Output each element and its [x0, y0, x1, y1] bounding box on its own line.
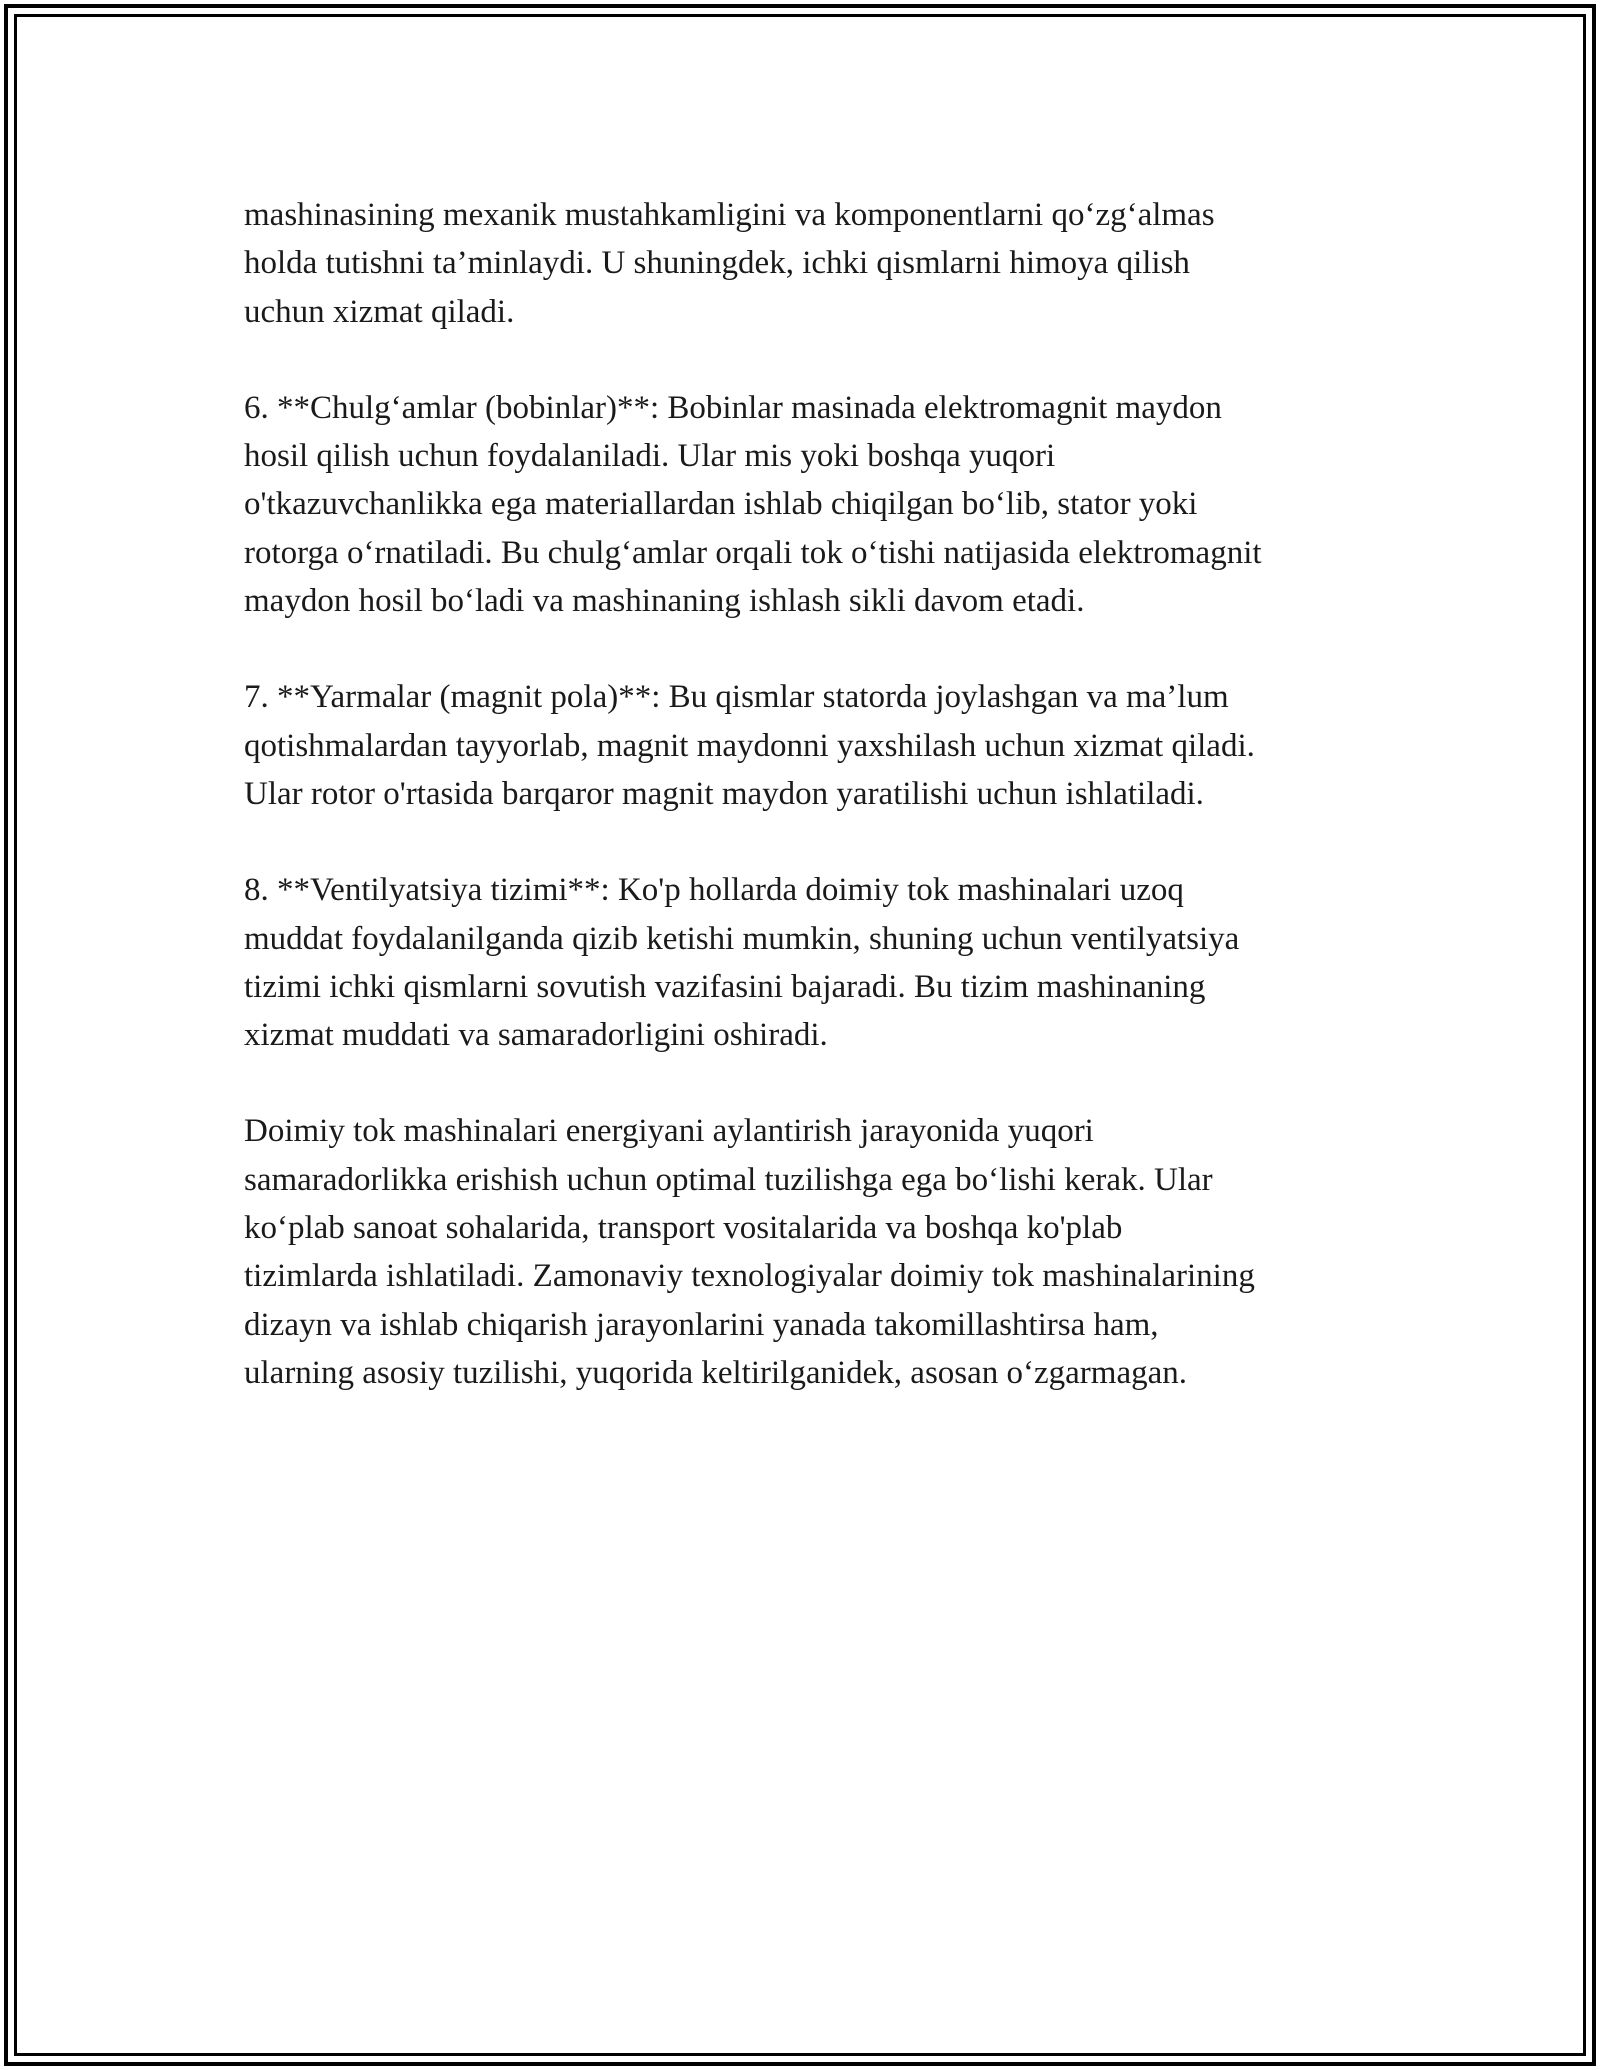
document-body — [244, 191, 1424, 1445]
text-line: tizimlarda ishlatiladi. Zamonaviy texnologiyalar doimiy tok mashinalarining — [244, 1258, 1255, 1295]
text-line: ularning asosiy tuzilishi, yuqorida keltirilganidek, asosan o‘zgarmagan. — [244, 1354, 1188, 1391]
text-line: 8. **Ventilyatsiya tizimi**: Ko'p hollarda doimiy tok mashinalari uzoq — [244, 872, 1184, 909]
paragraph — [244, 191, 1424, 336]
text-line: mashinasining mexanik mustahkamligini va komponentlarni qo‘zg‘almas — [244, 197, 1215, 233]
text-line: qotishmalardan tayyorlab, magnit maydonni yaxshilash uchun xizmat qiladi. — [244, 727, 1255, 764]
paragraph — [244, 384, 1424, 625]
text-line: Ular rotor o'rtasida barqaror magnit maydon yaratilishi uchun ishlatiladi. — [244, 775, 1204, 812]
text-line: rotorga o‘rnatiladi. Bu chulg‘amlar orqali tok o‘tishi natijasida elektromagnit — [244, 534, 1262, 571]
text-line: o'tkazuvchanlikka ega materiallardan ishlab chiqilgan bo‘lib, stator yoki — [244, 486, 1198, 523]
text-line: 7. **Yarmalar (magnit pola)**: Bu qismlar statorda joylashgan va ma’lum — [244, 679, 1229, 716]
text-line: uchun xizmat qiladi. — [244, 293, 515, 330]
text-line: Doimiy tok mashinalari energiyani aylantirish jarayonida yuqori — [244, 1113, 1094, 1150]
text-line: maydon hosil bo‘ladi va mashinaning ishlash sikli davom etadi. — [244, 583, 1085, 620]
text-line: hosil qilish uchun foydalaniladi. Ular mis yoki boshqa yuqori — [244, 438, 1056, 475]
paragraph — [244, 866, 1424, 1059]
page-frame — [4, 4, 1596, 2066]
text-line: dizayn va ishlab chiqarish jarayonlarini yanada takomillashtirsa ham, — [244, 1306, 1159, 1343]
paragraph — [244, 1107, 1424, 1397]
text-line: holda tutishni ta’minlaydi. U shuningdek, ichki qismlarni himoya qilish — [244, 245, 1190, 282]
text-line: samaradorlikka erishish uchun optimal tuzilishga ega bo‘lishi kerak. Ular — [244, 1161, 1213, 1198]
text-line: ko‘plab sanoat sohalarida, transport vositalarida va boshqa ko'plab — [244, 1210, 1123, 1247]
text-line: tizimi ichki qismlarni sovutish vazifasini bajaradi. Bu tizim mashinaning — [244, 968, 1206, 1005]
text-line: xizmat muddati va samaradorligini oshiradi. — [244, 1017, 828, 1054]
text-line: 6. **Chulg‘amlar (bobinlar)**: Bobinlar masinada elektromagnit maydon — [244, 389, 1222, 426]
text-line: muddat foydalanilganda qizib ketishi mumkin, shuning uchun ventilyatsiya — [244, 920, 1240, 957]
paragraph — [244, 673, 1424, 818]
